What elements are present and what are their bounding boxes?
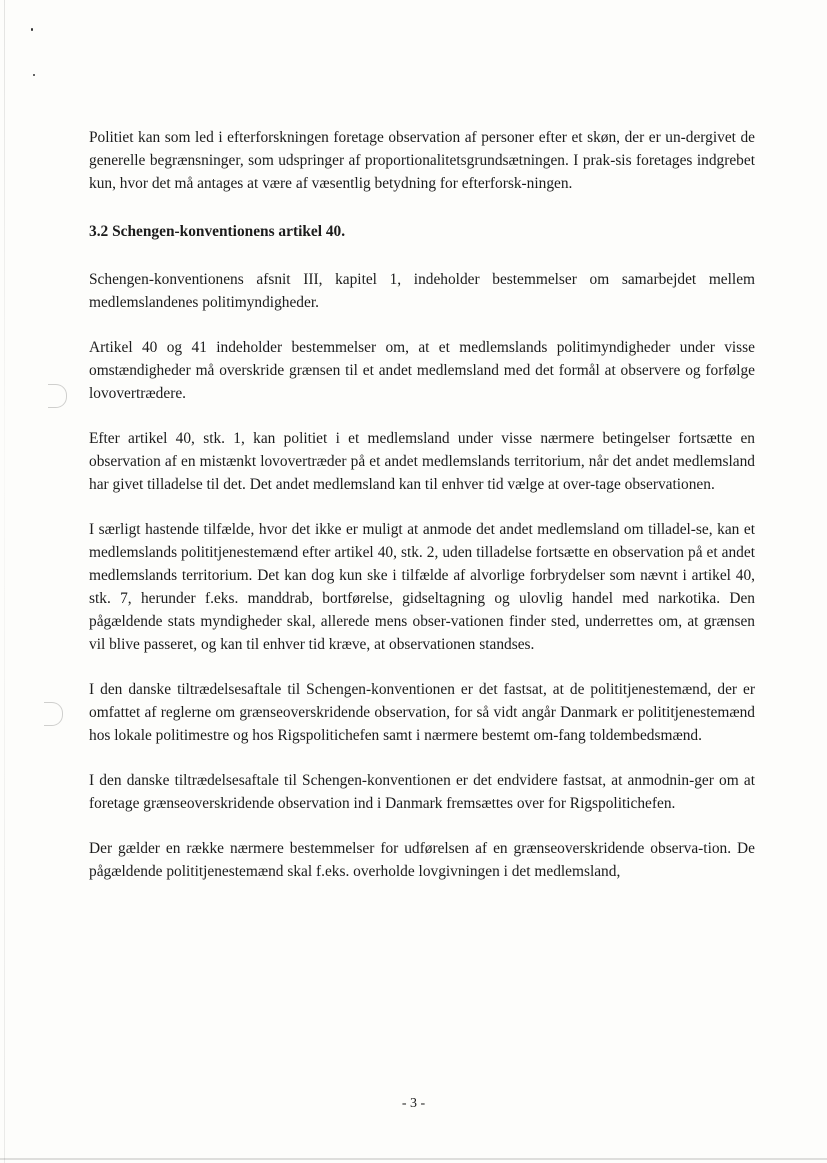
section-paragraph: I særligt hastende tilfælde, hvor det ikke er muligt at anmode det andet medlemsland om tilladel-se, kan et medlemslands polititjenestemænd efter artikel 40, stk. 2, uden tilladelse fortsætte en observation på et andet medlemslands territorium. Det kan dog kun ske i tilfælde af alvorlige forbrydelser som nævnt i artikel 40, stk. 7, herunder f.eks. manddrab, bortførelse, gidseltagning og ulovlig handel med narkotika. Den pågældende stats myndigheder skal, allerede mens obser-vationen finder sted, underrettes om, at grænsen vil blive passeret, og kan til enhver tid kræve, at observationen standses. (89, 521, 755, 653)
section-paragraph: Artikel 40 og 41 indeholder bestemmelser om, at et medlemslands politimyndigheder under visse omstændigheder må overskride grænsen til et andet medlemsland med det formål at observere og forfølge lovovertrædere. (89, 339, 755, 402)
scan-edge-bottom (0, 1158, 827, 1160)
punch-hole-mark (48, 384, 67, 408)
scan-speck (31, 28, 33, 31)
section-paragraph: Schengen-konventionens afsnit III, kapitel 1, indeholder bestemmelser om samarbejdet mellem medlemslandenes politimyndigheder. (89, 271, 755, 311)
page-number: - 3 - (401, 1096, 426, 1111)
intro-paragraph: Politiet kan som led i efterforskningen foretage observation af personer efter et skøn, der er un-dergivet de generelle begrænsninger, som udspringer af proportionalitetsgrundsætningen. I prak-sis foretages indgrebet kun, hvor det må antages at være af væsentlig betydning for efterforsk-ningen. (89, 129, 755, 192)
section-paragraph: Efter artikel 40, stk. 1, kan politiet i et medlemsland under visse nærmere betingelser fortsætte en observation af en mistænkt lovovertræder på et andet medlemslands territorium, når det andet medlemsland har givet tilladelse til det. Det andet medlemsland kan til enhver tid vælge at over-tage observationen. (89, 430, 755, 493)
scan-edge-left (4, 0, 5, 1163)
section-heading: 3.2 Schengen-konventionens artikel 40. (89, 223, 346, 240)
section-paragraph: Der gælder en række nærmere bestemmelser for udførelsen af en grænseoverskridende observa-tion. De pågældende polititjenestemænd skal f.eks. overholde lovgivningen i det medlemsland, (89, 840, 755, 880)
punch-hole-mark (44, 702, 63, 726)
scan-speck (33, 74, 35, 76)
document-body (89, 126, 755, 883)
section-paragraph: I den danske tiltrædelsesaftale til Schengen-konventionen er det endvidere fastsat, at anmodnin-ger om at foretage grænseoverskridende observation ind i Danmark fremsættes over for Rigspolitichefen. (89, 772, 755, 812)
section-paragraph: I den danske tiltrædelsesaftale til Schengen-konventionen er det fastsat, at de polititjenestemænd, der er omfattet af reglerne om grænseoverskridende observation, for så vidt angår Danmark er polititjenestemænd hos lokale politimestre og hos Rigspolitichefen samt i nærmere bestemt om-fang toldembedsmænd. (89, 681, 755, 744)
